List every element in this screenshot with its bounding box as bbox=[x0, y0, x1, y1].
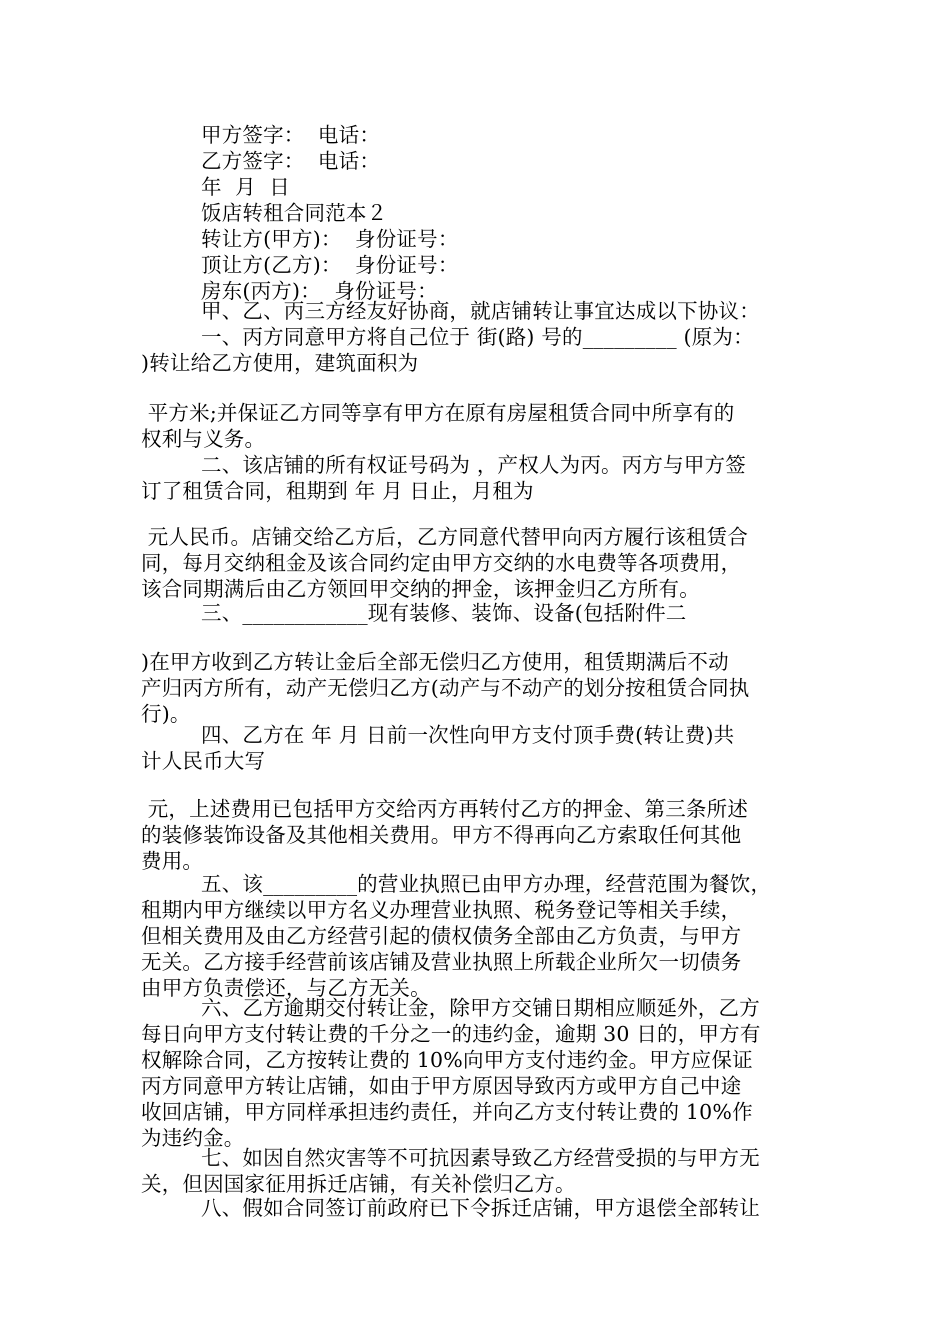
clause-4-line-2: 计人民币大写 bbox=[141, 749, 266, 773]
clause-1-line-2: )转让给乙方使用，建筑面积为 bbox=[141, 351, 419, 375]
clause-7-line-1: 七、如因自然灾害等不可抗因素导致乙方经营受损的与甲方无 bbox=[201, 1146, 760, 1170]
clause-3-line-4: 行)。 bbox=[141, 702, 191, 726]
clause-6-line-2: 每日向甲方支付转让费的千分之一的违约金，逾期 30 日的，甲方有 bbox=[141, 1022, 761, 1046]
transferor-line: 转让方(甲方)： 身份证号： bbox=[201, 227, 459, 251]
party-b-signature-line: 乙方签字： 电话： bbox=[201, 149, 381, 173]
clause-2-line-1: 二、该店铺的所有权证号码为 ，产权人为丙。丙方与甲方签 bbox=[201, 453, 746, 477]
date-line: 年 月 日 bbox=[201, 175, 290, 199]
clause-1-line-4: 权利与义务。 bbox=[141, 427, 266, 451]
clause-1-line-1: 一、丙方同意甲方将自己位于 街(路) 号的_________ (原为： bbox=[201, 325, 754, 349]
clause-3-line-1: 三、____________现有装修、装饰、设备(包括附件二 bbox=[201, 601, 687, 625]
clause-2-line-2: 订了租赁合同，租期到 年 月 日止，月租为 bbox=[141, 479, 534, 503]
clause-2-line-5: 该合同期满后由乙方领回甲交纳的押金，该押金归乙方所有。 bbox=[141, 577, 700, 601]
clause-4-line-5: 费用。 bbox=[141, 849, 204, 873]
clause-6-line-3: 权解除合同，乙方按转让费的 10%向甲方支付违约金。甲方应保证 bbox=[141, 1048, 753, 1072]
clause-5-line-2: 租期内甲方继续以甲方名义办理营业执照、税务登记等相关手续， bbox=[141, 898, 742, 922]
clause-5-line-3: 但相关费用及由乙方经营引起的债权债务全部由乙方负责，与甲方 bbox=[141, 924, 742, 948]
transferee-line: 顶让方(乙方)： 身份证号： bbox=[201, 253, 459, 277]
clause-1-line-3: 平方米;并保证乙方同等享有甲方在原有房屋租赁合同中所享有的 bbox=[141, 401, 735, 425]
clause-8-line-1: 八、假如合同签订前政府已下令拆迁店铺，甲方退偿全部转让 bbox=[201, 1196, 760, 1220]
clause-4-line-1: 四、乙方在 年 月 日前一次性向甲方支付顶手费(转让费)共 bbox=[201, 723, 735, 747]
clause-2-line-3: 元人民币。店铺交给乙方后，乙方同意代替甲向丙方履行该租赁合 bbox=[141, 525, 749, 549]
party-a-signature-line: 甲方签字： 电话： bbox=[201, 123, 381, 147]
clause-4-line-4: 的装修装饰设备及其他相关费用。甲方不得再向乙方索取任何其他 bbox=[141, 823, 742, 847]
clause-2-line-4: 同，每月交纳租金及该合同约定由甲方交纳的水电费等各项费用， bbox=[141, 551, 742, 575]
clause-6-line-4: 丙方同意甲方转让店铺，如由于甲方原因导致丙方或甲方自己中途 bbox=[141, 1074, 742, 1098]
document-title: 饭店转租合同范本２ bbox=[201, 201, 388, 225]
clause-5-line-4: 无关。乙方接手经营前该店铺及营业执照上所载企业所欠一切债务 bbox=[141, 950, 742, 974]
clause-7-line-2: 关，但因国家征用拆迁店铺，有关补偿归乙方。 bbox=[141, 1172, 576, 1196]
clause-3-line-2: )在甲方收到乙方转让金后全部无偿归乙方使用，租赁期满后不动 bbox=[141, 650, 729, 674]
preamble-line: 甲、乙、丙三方经友好协商，就店铺转让事宜达成以下协议： bbox=[201, 299, 760, 323]
landlord-line: 房东(丙方)： 身份证号： bbox=[201, 279, 438, 303]
clause-5-line-5: 由甲方负责偿还，与乙方无关。 bbox=[141, 976, 431, 1000]
clause-6-line-5: 收回店铺，甲方同样承担违约责任，并向乙方支付转让费的 10%作 bbox=[141, 1100, 753, 1124]
clause-6-line-1: 六、乙方逾期交付转让金，除甲方交铺日期相应顺延外，乙方 bbox=[201, 996, 760, 1020]
clause-3-line-3: 产归丙方所有，动产无偿归乙方(动产与不动产的划分按租赁合同执 bbox=[141, 676, 750, 700]
clause-5-line-1: 五、该_________的营业执照已由甲方办理，经营范围为餐饮， bbox=[201, 872, 772, 896]
clause-6-line-6: 为违约金。 bbox=[141, 1126, 245, 1150]
clause-4-line-3: 元，上述费用已包括甲方交给丙方再转付乙方的押金、第三条所述 bbox=[141, 797, 749, 821]
